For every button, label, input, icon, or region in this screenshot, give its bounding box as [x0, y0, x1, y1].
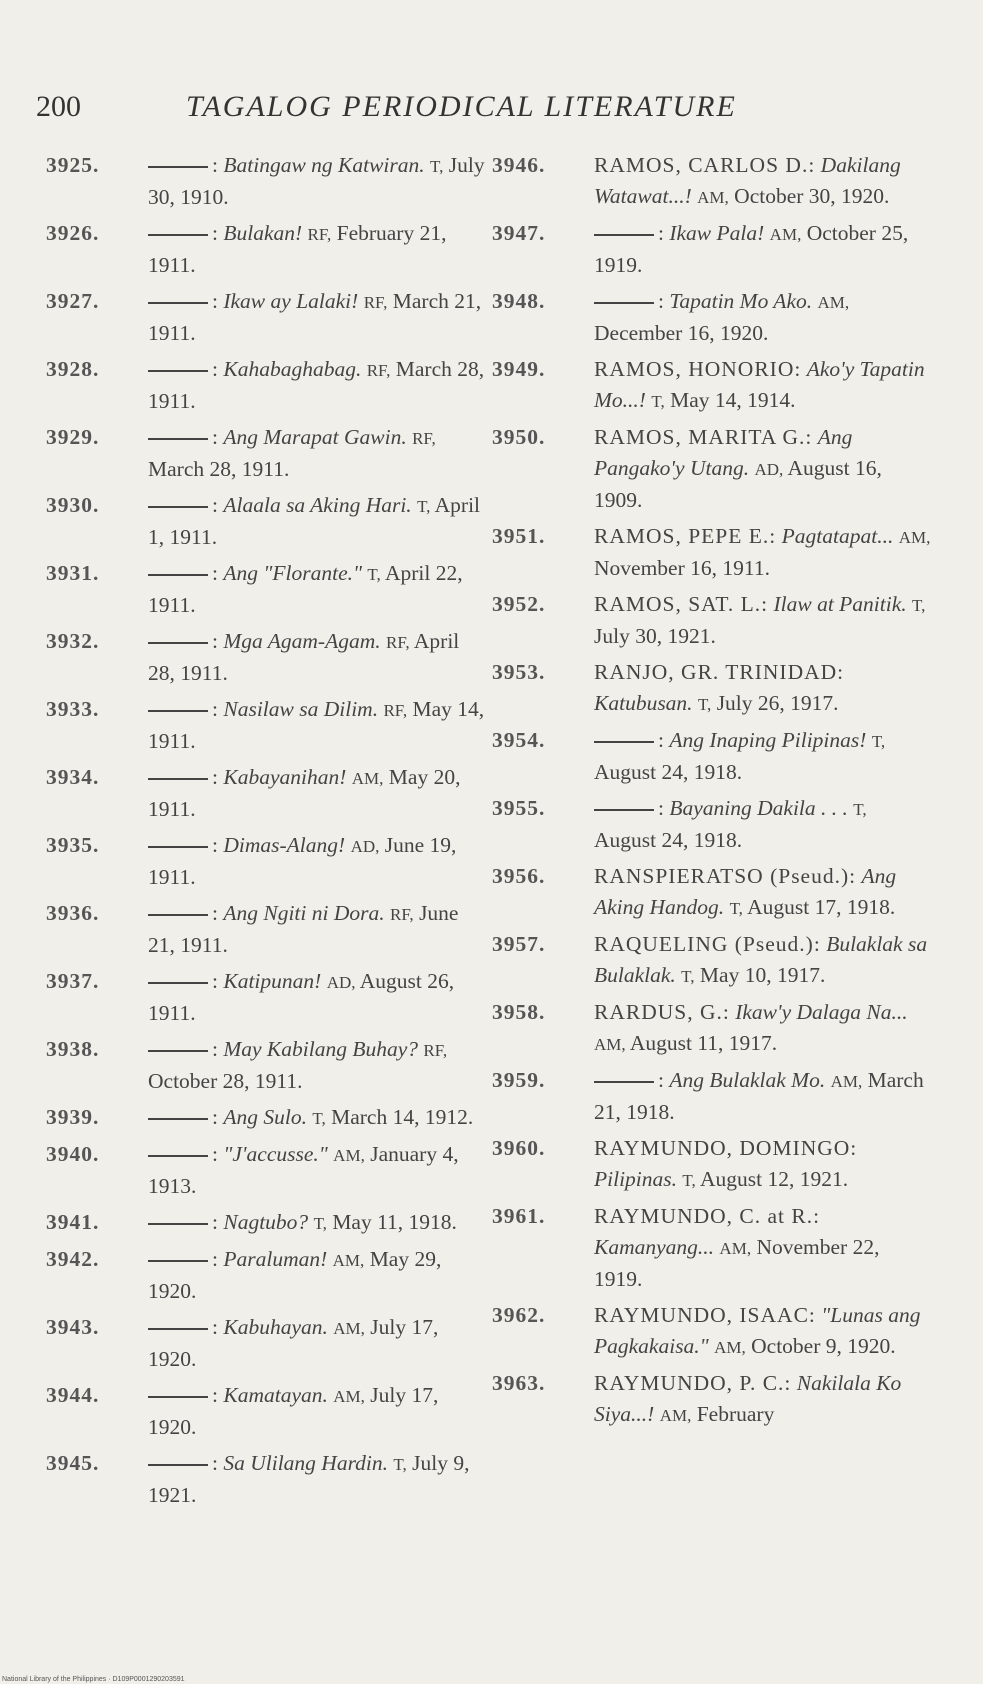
entry-date: May 20, 1911. — [148, 765, 461, 821]
ditto-dash — [148, 506, 208, 508]
entry-date: October 25, 1919. — [594, 221, 909, 277]
bibliography-entry: 3943. : Kabuhayan. AM, July 17, 1920. — [46, 1312, 486, 1375]
entry-date: November 22, 1919. — [594, 1235, 880, 1291]
right-column — [492, 150, 932, 1436]
entry-title: Bulaklak sa Bulaklak. — [594, 932, 928, 987]
ditto-dash — [148, 710, 208, 712]
entry-date: March 28, 1911. — [148, 457, 290, 481]
bibliography-entry — [492, 861, 932, 924]
entry-source: RF, — [423, 1041, 448, 1060]
entry-source: AM, — [333, 1319, 365, 1338]
entry-date: August 17, 1918. — [747, 895, 896, 919]
ditto-dash — [148, 1464, 208, 1466]
entry-date: October 9, 1920. — [751, 1334, 896, 1358]
entry-number: 3944. — [46, 1383, 100, 1407]
entry-number: 3939. — [46, 1105, 100, 1129]
entry-title: Katipunan! — [223, 969, 322, 993]
bibliography-entry: 3940. : "J'accusse." AM, January 4, 1913. — [46, 1139, 486, 1202]
entry-number: 3960. — [492, 1136, 546, 1160]
entry-number: 3942. — [46, 1247, 100, 1271]
entry-source: AD, — [350, 837, 380, 856]
entry-number: 3925. — [46, 153, 100, 177]
bibliography-entry: 3931. : Ang "Florante." T, April 22, 1911. — [46, 558, 486, 621]
entry-source: RF, — [383, 701, 408, 720]
entry-date: December 16, 1920. — [594, 321, 769, 345]
entry-source: AM, — [697, 188, 729, 207]
entry-date: February 21, 1911. — [148, 221, 447, 277]
entry-date: April 28, 1911. — [148, 629, 460, 685]
entry-author: RARDUS, G.: — [594, 1000, 730, 1024]
entry-title: Dakilang Watawat...! — [594, 153, 901, 208]
entry-date: May 14, 1911. — [148, 697, 485, 753]
entry-date: April 1, 1911. — [148, 493, 481, 549]
bibliography-entry: 3941. : Nagtubo? T, May 11, 1918. — [46, 1207, 486, 1239]
entry-author: RAMOS, PEPE E.: — [594, 524, 777, 548]
entry-date: August 26, 1911. — [148, 969, 455, 1025]
ditto-dash — [594, 809, 654, 811]
entry-date: July 26, 1917. — [716, 691, 839, 715]
entry-number: 3937. — [46, 969, 100, 993]
entry-date: February — [696, 1402, 775, 1426]
entry-number: 3948. — [492, 289, 546, 313]
entry-source: AM, — [714, 1338, 746, 1357]
entry-title: Ang Marapat Gawin. — [223, 425, 407, 449]
ditto-dash — [594, 302, 654, 304]
bibliography-entry — [492, 354, 932, 417]
entry-source: T, — [681, 967, 695, 986]
entry-number: 3940. — [46, 1142, 100, 1166]
entry-number: 3946. — [492, 153, 546, 177]
entry-source: AM, — [594, 1035, 626, 1054]
page-header — [36, 90, 756, 130]
entry-source: T, — [367, 565, 381, 584]
entry-source: AM, — [659, 1406, 692, 1425]
entry-number: 3962. — [492, 1303, 546, 1327]
entry-date: March 21, 1911. — [148, 289, 482, 345]
bibliography-entry — [492, 422, 932, 516]
entry-title: Bayaning Dakila . . . — [669, 796, 848, 820]
entry-title: Kabayanihan! — [223, 765, 347, 789]
entry-date: August 24, 1918. — [594, 760, 743, 784]
entry-source: T, — [853, 800, 867, 819]
entry-date: June 19, 1911. — [148, 833, 457, 889]
entry-source: T, — [417, 497, 431, 516]
entry-title: Pilipinas. — [594, 1167, 678, 1191]
entry-title: Katubusan. — [594, 691, 693, 715]
entry-number: 3929. — [46, 425, 100, 449]
entry-number: 3935. — [46, 833, 100, 857]
entry-number: 3951. — [492, 524, 546, 548]
bibliography-entry — [492, 521, 932, 584]
entry-author: RAMOS, SAT. L.: — [594, 592, 769, 616]
ditto-dash — [594, 234, 654, 236]
page-number: 200 — [36, 90, 81, 123]
entry-title: Batingaw ng Katwiran. — [223, 153, 425, 177]
entry-title: Alaala sa Aking Hari. — [223, 493, 412, 517]
ditto-dash — [148, 982, 208, 984]
entry-source: T, — [651, 392, 665, 411]
entry-date: June 21, 1911. — [148, 901, 459, 957]
entry-number: 3934. — [46, 765, 100, 789]
entry-title: Nakilala Ko Siya...! — [594, 1371, 902, 1426]
entry-source: RF, — [363, 293, 388, 312]
running-title: TAGALOG PERIODICAL LITERATURE — [186, 90, 737, 123]
entry-date: July 30, 1921. — [594, 624, 716, 648]
bibliography-entry — [492, 929, 932, 992]
entry-title: Ilaw at Panitik. — [773, 592, 907, 616]
entry-date: August 11, 1917. — [629, 1031, 778, 1055]
entry-number: 3963. — [492, 1371, 546, 1395]
entry-number: 3949. — [492, 357, 546, 381]
entry-date: July 17, 1920. — [148, 1315, 439, 1371]
entry-title: Kamanyang... — [594, 1235, 715, 1259]
entry-source: AM, — [333, 1387, 365, 1406]
entry-title: "Lunas ang Pagkakaisa." — [594, 1303, 921, 1358]
bibliography-entry: 3933. : Nasilaw sa Dilim. RF, May 14, 1911. — [46, 694, 486, 757]
entry-date: July 30, 1910. — [148, 153, 485, 209]
entry-date: March 28, 1911. — [148, 357, 485, 413]
ditto-dash — [148, 642, 208, 644]
entry-author: RANSPIERATSO (Pseud.): — [594, 864, 857, 888]
entry-source: T, — [430, 157, 444, 176]
entry-number: 3930. — [46, 493, 100, 517]
ditto-dash — [594, 741, 654, 743]
bibliography-entry: 3927. : Ikaw ay Lalaki! RF, March 21, 1911. — [46, 286, 486, 349]
ditto-dash — [148, 574, 208, 576]
bibliography-entry: 3935. : Dimas-Alang! AD, June 19, 1911. — [46, 830, 486, 893]
entry-number: 3933. — [46, 697, 100, 721]
entry-title: Ang Sulo. — [223, 1105, 307, 1129]
entry-title: Ang Pangako'y Utang. — [594, 425, 853, 480]
ditto-dash — [148, 1260, 208, 1262]
entry-date: March 21, 1918. — [594, 1068, 924, 1124]
entry-source: AM, — [898, 528, 931, 547]
entry-title: Ang Ngiti ni Dora. — [223, 901, 385, 925]
bibliography-entry: 3939. : Ang Sulo. T, March 14, 1912. — [46, 1102, 486, 1134]
bibliography-entry — [492, 997, 932, 1060]
entry-date: May 10, 1917. — [699, 963, 826, 987]
entry-source: T, — [313, 1214, 327, 1233]
ditto-dash — [148, 1223, 208, 1225]
entry-number: 3954. — [492, 728, 546, 752]
entry-date: August 16, 1909. — [594, 456, 882, 512]
entry-source: T, — [729, 899, 743, 918]
ditto-dash — [148, 1155, 208, 1157]
entry-number: 3931. — [46, 561, 100, 585]
entry-title: Ikaw'y Dalaga Na... — [735, 1000, 908, 1024]
entry-source: T, — [393, 1455, 407, 1474]
bibliography-entry — [492, 1201, 932, 1295]
entry-date: May 29, 1920. — [148, 1247, 442, 1303]
entry-number: 3927. — [46, 289, 100, 313]
entry-date: August 12, 1921. — [699, 1167, 849, 1191]
ditto-dash — [148, 1050, 208, 1052]
entry-title: Kamatayan. — [223, 1383, 328, 1407]
ditto-dash — [148, 914, 208, 916]
bibliography-entry: 3929. : Ang Marapat Gawin. RF, March 28, 1911. — [46, 422, 486, 485]
bibliography-entry: 3934. : Kabayanihan! AM, May 20, 1911. — [46, 762, 486, 825]
ditto-dash — [594, 1081, 654, 1083]
entry-author: RAYMUNDO, DOMINGO: — [594, 1136, 858, 1160]
entry-number: 3926. — [46, 221, 100, 245]
entry-source: T, — [682, 1171, 696, 1190]
entry-number: 3943. — [46, 1315, 100, 1339]
entry-date: May 11, 1918. — [332, 1210, 457, 1234]
entry-source: AD, — [754, 460, 784, 479]
entry-title: Nasilaw sa Dilim. — [223, 697, 379, 721]
entry-source: RF, — [307, 225, 332, 244]
entry-date: April 22, 1911. — [148, 561, 463, 617]
ditto-dash — [148, 438, 208, 440]
bibliography-entry — [492, 657, 932, 720]
entry-number: 3958. — [492, 1000, 546, 1024]
bibliography-entry: 3945. : Sa Ulilang Hardin. T, July 9, 1921. — [46, 1448, 486, 1511]
entry-date: January 4, 1913. — [148, 1142, 459, 1198]
entry-number: 3956. — [492, 864, 546, 888]
entry-source: T, — [312, 1109, 326, 1128]
bibliography-entry: 3938. : May Kabilang Buhay? RF, October 28, 1911. — [46, 1034, 486, 1097]
bibliography-entry: 3948. : Tapatin Mo Ako. AM, December 16, 1920. — [492, 286, 932, 349]
entry-date: October 30, 1920. — [734, 184, 890, 208]
entry-title: Pagtatapat... — [781, 524, 894, 548]
bibliography-entry: 3936. : Ang Ngiti ni Dora. RF, June 21, 1911. — [46, 898, 486, 961]
entry-source: T, — [697, 695, 712, 714]
entry-source: RF, — [366, 361, 391, 380]
entry-title: Ako'y Tapatin Mo...! — [594, 357, 925, 412]
entry-title: Dimas-Alang! — [223, 833, 346, 857]
entry-title: Mga Agam-Agam. — [223, 629, 381, 653]
entry-title: Kahabaghabag. — [223, 357, 362, 381]
entry-title: Bulakan! — [223, 221, 303, 245]
entry-source: AM, — [351, 769, 384, 788]
entry-source: AM, — [769, 225, 802, 244]
entry-source: T, — [871, 732, 886, 751]
entry-number: 3932. — [46, 629, 100, 653]
entry-source: RF, — [412, 429, 436, 448]
entry-title: Kabuhayan. — [223, 1315, 328, 1339]
bibliography-entry: 3955. : Bayaning Dakila . . . T, August 24, 1918. — [492, 793, 932, 856]
entry-title: May Kabilang Buhay? — [223, 1037, 419, 1061]
entry-source: RF, — [390, 905, 414, 924]
ditto-dash — [148, 778, 208, 780]
bibliography-entry — [492, 1368, 932, 1431]
bibliography-entry — [492, 589, 932, 652]
bibliography-entry — [492, 150, 932, 213]
entry-title: Ikaw Pala! — [669, 221, 765, 245]
entry-number: 3961. — [492, 1204, 546, 1228]
entry-source: T, — [912, 596, 926, 615]
entry-number: 3950. — [492, 425, 546, 449]
bibliography-entry: 3944. : Kamatayan. AM, July 17, 1920. — [46, 1380, 486, 1443]
entry-date: October 28, 1911. — [148, 1069, 303, 1093]
entry-title: Nagtubo? — [223, 1210, 309, 1234]
ditto-dash — [148, 370, 208, 372]
entry-source: AM, — [333, 1146, 365, 1165]
entry-date: July 17, 1920. — [148, 1383, 439, 1439]
entry-number: 3959. — [492, 1068, 546, 1092]
bibliography-entry: 3926. : Bulakan! RF, February 21, 1911. — [46, 218, 486, 281]
ditto-dash — [148, 234, 208, 236]
entry-number: 3936. — [46, 901, 100, 925]
entry-title: Ikaw ay Lalaki! — [223, 289, 359, 313]
entry-number: 3953. — [492, 660, 546, 684]
entry-title: Ang Aking Handog. — [594, 864, 897, 919]
entry-date: November 16, 1911. — [594, 556, 770, 580]
entry-number: 3945. — [46, 1451, 100, 1475]
bibliography-entry: 3928. : Kahabaghabag. RF, March 28, 1911. — [46, 354, 486, 417]
entry-number: 3928. — [46, 357, 100, 381]
entry-author: RAYMUNDO, ISAAC: — [594, 1303, 816, 1327]
entry-title: Ang "Florante." — [223, 561, 363, 585]
entry-author: RAMOS, MARITA G.: — [594, 425, 813, 449]
entry-author: RAMOS, CARLOS D.: — [594, 153, 816, 177]
entry-number: 3957. — [492, 932, 546, 956]
entry-number: 3938. — [46, 1037, 100, 1061]
entry-title: "J'accusse." — [223, 1142, 328, 1166]
entry-title: Paraluman! — [223, 1247, 328, 1271]
entry-source: AM, — [719, 1239, 752, 1258]
entry-date: July 9, 1921. — [148, 1451, 470, 1507]
bibliography-entry: 3925. : Batingaw ng Katwiran. T, July 30, 1910. — [46, 150, 486, 213]
ditto-dash — [148, 1396, 208, 1398]
entry-title: Sa Ulilang Hardin. — [223, 1451, 389, 1475]
ditto-dash — [148, 302, 208, 304]
bibliography-entry: 3937. : Katipunan! AD, August 26, 1911. — [46, 966, 486, 1029]
ditto-dash — [148, 166, 208, 168]
entry-date: May 14, 1914. — [670, 388, 796, 412]
entry-author: RAQUELING (Pseud.): — [594, 932, 821, 956]
entry-title: Ang Inaping Pilipinas! — [669, 728, 867, 752]
entry-date: August 24, 1918. — [594, 828, 743, 852]
entry-number: 3947. — [492, 221, 546, 245]
entry-date: March 14, 1912. — [331, 1105, 474, 1129]
entry-author: RANJO, GR. TRINIDAD: — [594, 660, 845, 684]
bibliography-entry: 3930. : Alaala sa Aking Hari. T, April 1, 1911. — [46, 490, 486, 553]
bibliography-entry: 3959. : Ang Bulaklak Mo. AM, March 21, 1918. — [492, 1065, 932, 1128]
entry-source: RF, — [386, 633, 410, 652]
ditto-dash — [148, 846, 208, 848]
bibliography-entry: 3954. : Ang Inaping Pilipinas! T, August 24, 1918. — [492, 725, 932, 788]
entry-source: AD, — [326, 973, 356, 992]
ditto-dash — [148, 1328, 208, 1330]
entry-author: RAMOS, HONORIO: — [594, 357, 802, 381]
entry-source: AM, — [332, 1251, 365, 1270]
entry-source: AM, — [817, 293, 850, 312]
entry-number: 3955. — [492, 796, 546, 820]
entry-title: Tapatin Mo Ako. — [669, 289, 813, 313]
entry-author: RAYMUNDO, C. at R.: — [594, 1204, 821, 1228]
entry-author: RAYMUNDO, P. C.: — [594, 1371, 792, 1395]
bibliography-entry: 3942. : Paraluman! AM, May 29, 1920. — [46, 1244, 486, 1307]
footer-credit: National Library of the Philippines · D109P0001290203591 — [2, 1676, 185, 1683]
entry-number: 3952. — [492, 592, 546, 616]
ditto-dash — [148, 1118, 208, 1120]
entry-title: Ang Bulaklak Mo. — [669, 1068, 826, 1092]
bibliography-entry — [492, 1133, 932, 1196]
bibliography-entry: 3932. : Mga Agam-Agam. RF, April 28, 1911. — [46, 626, 486, 689]
bibliography-entry — [492, 1300, 932, 1363]
entry-number: 3941. — [46, 1210, 100, 1234]
left-column — [46, 150, 486, 1516]
bibliography-entry: 3947. : Ikaw Pala! AM, October 25, 1919. — [492, 218, 932, 281]
entry-source: AM, — [830, 1072, 863, 1091]
